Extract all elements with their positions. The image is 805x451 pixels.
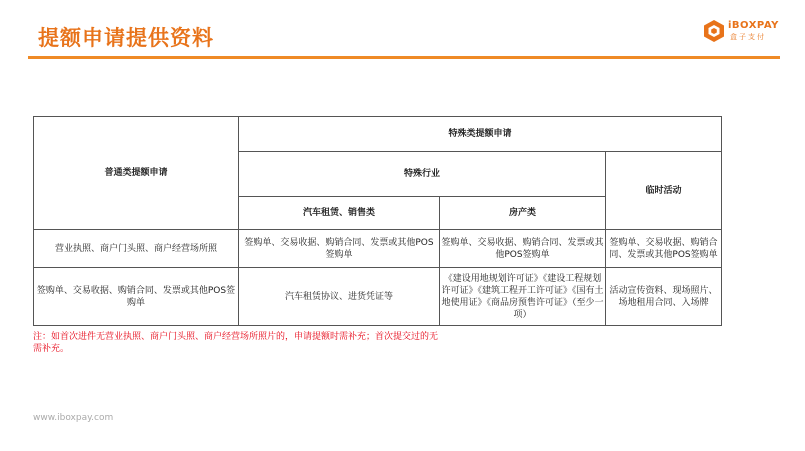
header-divider [28,56,780,59]
row2-event-cell: 活动宣传资料、现场照片、场地租用合同、入场牌 [606,268,722,326]
special-header-cell: 特殊类提额申请 [239,117,722,152]
realestate-header-cell: 房产类 [440,197,606,230]
logo-wordmark: iBOXPAY [728,20,779,31]
event-header-cell: 临时活动 [606,152,722,230]
row1-realestate-cell: 签购单、交易收据、购销合同、发票或其他POS签购单 [440,230,606,268]
logo-subtitle: 盒子支付 [730,33,766,41]
row2-realestate-cell: 《建设用地规划许可证》《建设工程规划许可证》《建筑工程开工许可证》《国有土地使用证》《商品房预售许可证》（至少一项） [440,268,606,326]
industry-header-cell: 特殊行业 [239,152,606,197]
car-header-cell: 汽车租赁、销售类 [239,197,440,230]
page-title: 提额申请提供资料 [38,26,214,50]
brand-logo [703,17,783,45]
footnote: 注：如首次进件无营业执照、商户门头照、商户经营场所照片的，申请提额时需补充；首次提交过的无需补充。 [33,332,439,354]
row1-event-cell: 签购单、交易收据、购销合同、发票或其他POS签购单 [606,230,722,268]
row1-general-cell: 营业执照、商户门头照、商户经营场所照 [34,230,239,268]
hexagon-logo-icon [703,19,725,43]
row2-general-cell: 签购单、交易收据、购销合同、发票或其他POS签购单 [34,268,239,326]
table-row [34,230,722,268]
footer-url: www.iboxpay.com [33,413,114,423]
general-header-cell: 普通类提额申请 [34,117,239,230]
row1-car-cell: 签购单、交易收据、购销合同、发票或其他POS签购单 [239,230,440,268]
table-row [34,268,722,326]
row2-car-cell: 汽车租赁协议、进货凭证等 [239,268,440,326]
requirements-table [33,116,722,326]
